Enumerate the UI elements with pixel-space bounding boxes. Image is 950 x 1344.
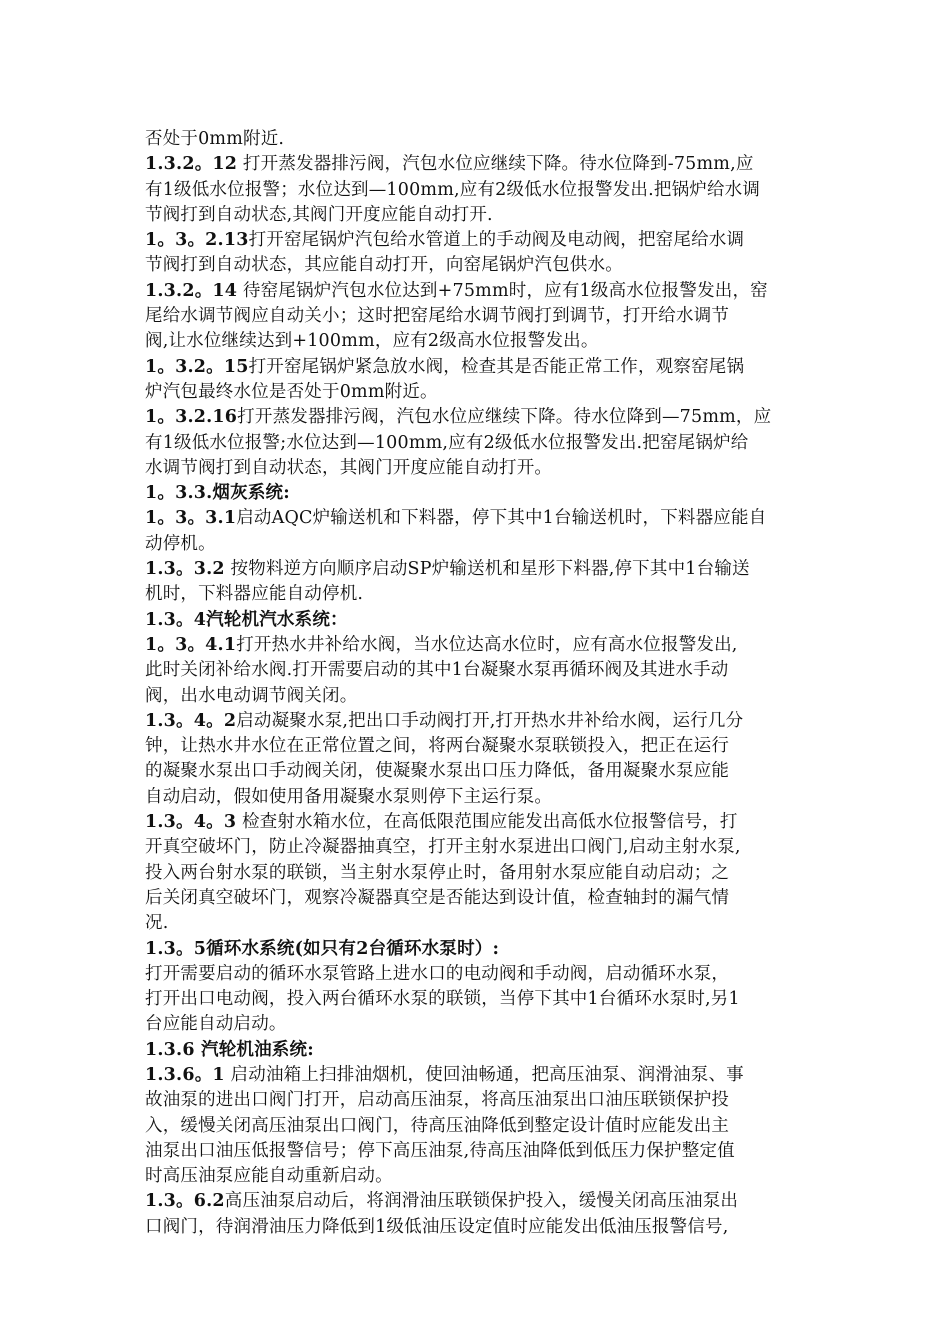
text-line (145, 355, 805, 380)
line-text: 高压油泵启动后，将润滑油压联锁保护投入，缓慢关闭高压油泵出 (224, 1191, 739, 1212)
section-heading (145, 608, 805, 633)
line-text: 投入两台射水泵的联锁，当主射水泵停止时，备用射水泵应能自动启动；之 (145, 862, 730, 883)
line-text: 后关闭真空破坏门，观察冷凝器真空是否能达到设计值，检查轴封的漏气情 (145, 887, 730, 908)
line-text: 水调节阀打到自动状态，其阀门开度应能自动打开。 (145, 457, 553, 478)
line-text: 节阀打到自动状态,其阀门开度应能自动打开. (145, 204, 493, 225)
line-text: 待窑尾锅炉汽包水位达到+75mm时，应有1级高水位报警发出，窑 (237, 280, 768, 301)
line-text: 动停机。 (145, 533, 216, 554)
clause-number: 1.3.6。1 (145, 1064, 225, 1085)
line-text: 此时关闭补给水阀.打开需要启动的其中1台凝聚水泵再循环阀及其进水手动 (145, 660, 729, 681)
text-line (145, 1114, 805, 1139)
clause-number: 1.3。4。2 (145, 710, 237, 731)
text-line (145, 1164, 805, 1189)
text-line (145, 1189, 805, 1214)
line-text: 阀，出水电动调节阀关闭。 (145, 685, 358, 706)
text-line (145, 785, 805, 810)
text-line (145, 861, 805, 886)
text-line (145, 835, 805, 860)
text-line (145, 127, 805, 152)
text-line (145, 431, 805, 456)
line-text: 入，缓慢关闭高压油泵出口阀门，待高压油降低到整定设计值时应能发出主 (145, 1115, 730, 1136)
text-line (145, 1012, 805, 1037)
text-line (145, 633, 805, 658)
clause-number: 1.3。3.2 (145, 559, 225, 580)
text-line (145, 506, 805, 531)
line-text: 节阀打到自动状态，其应能自动打开，向窑尾锅炉汽包供水。 (145, 255, 623, 276)
line-text: 打开蒸发器排污阀，汽包水位应继续下降。待水位降到-75mm,应 (237, 154, 754, 175)
text-line (145, 987, 805, 1012)
text-line (145, 734, 805, 759)
text-line (145, 962, 805, 987)
text-line (145, 380, 805, 405)
line-text: 自动启动，假如使用备用凝聚水泵则停下主运行泵。 (145, 786, 553, 807)
line-text: 炉汽包最终水位是否处于0mm附近。 (145, 381, 438, 402)
clause-number: 1.3。4。3 (145, 812, 237, 833)
line-text: 打开窑尾锅炉紧急放水阀，检查其是否能正常工作，观察窑尾锅 (248, 356, 745, 377)
line-text: 按物料逆方向顺序启动SP炉输送机和星形下料器,停下其中1台输送 (224, 559, 750, 580)
clause-number: 1.3.6 汽轮机油系统: (145, 1039, 314, 1060)
clause-number: 1。3.3.烟灰系统: (145, 483, 290, 504)
line-text: 的凝聚水泵出口手动阀关闭，使凝聚水泵出口压力降低，备用凝聚水泵应能 (145, 761, 730, 782)
line-text: 台应能自动启动。 (145, 1014, 287, 1035)
line-text: 打开窑尾锅炉汽包给水管道上的手动阀及电动阀，把窑尾给水调 (248, 230, 745, 251)
clause-number: 1。3。2.13 (145, 230, 249, 251)
clause-number: 1。3.2。15 (145, 356, 249, 377)
text-line (145, 178, 805, 203)
text-line (145, 684, 805, 709)
clause-number: 1.3.2。14 (145, 280, 238, 301)
text-line (145, 1063, 805, 1088)
line-text: 启动AQC炉输送机和下料器，停下其中1台输送机时，下料器应能自 (236, 508, 767, 529)
line-text: 阀,让水位继续达到+100mm，应有2级高水位报警发出。 (145, 331, 599, 352)
text-line (145, 456, 805, 481)
line-text: 钟，让热水井水位在正常位置之间，将两台凝聚水泵联锁投入，把正在运行 (145, 736, 730, 757)
line-text: 有1级低水位报警；水位达到—100mm,应有2级低水位报警发出.把锅炉给水调 (145, 179, 761, 200)
line-text: 况. (145, 913, 169, 934)
text-line (145, 1139, 805, 1164)
document-page (145, 127, 805, 1240)
line-text: 有1级低水位报警;水位达到—100mm,应有2级低水位报警发出.把窑尾锅炉给 (145, 432, 749, 453)
text-line (145, 557, 805, 582)
clause-number: 1。3.2.16 (145, 407, 238, 428)
clause-number: 1.3。6.2 (145, 1191, 225, 1212)
line-text: 尾给水调节阀应自动关小；这时把窑尾给水调节阀打到调节，打开给水调节 (145, 306, 730, 327)
text-line (145, 582, 805, 607)
text-line (145, 304, 805, 329)
text-line (145, 279, 805, 304)
text-line (145, 886, 805, 911)
text-line (145, 1215, 805, 1240)
clause-number: 1。3。3.1 (145, 508, 237, 529)
section-heading (145, 937, 805, 962)
line-text: 启动凝聚水泵,把出口手动阀打开,打开热水井补给水阀，运行几分 (236, 710, 744, 731)
line-text: 开真空破坏门，防止冷凝器抽真空，打开主射水泵进出口阀门,启动主射水泵, (145, 837, 741, 858)
line-text: 启动油箱上扫排油烟机，使回油畅通，把高压油泵、润滑油泵、事 (224, 1064, 744, 1085)
line-text: 时高压油泵应能自动重新启动。 (145, 1166, 393, 1187)
text-line (145, 759, 805, 784)
text-line (145, 228, 805, 253)
section-heading (145, 481, 805, 506)
line-text: 油泵出口油压低报警信号；停下高压油泵,待高压油降低到低压力保护整定值 (145, 1140, 735, 1161)
text-line (145, 405, 805, 430)
text-line (145, 709, 805, 734)
clause-number: 1.3。4汽轮机汽水系统： (145, 609, 348, 630)
text-line (145, 532, 805, 557)
section-heading (145, 1038, 805, 1063)
text-line (145, 911, 805, 936)
line-text: 检查射水箱水位，在高低限范围应能发出高低水位报警信号，打 (236, 812, 738, 833)
text-line (145, 329, 805, 354)
line-text: 打开需要启动的循环水泵管路上进水口的电动阀和手动阀，启动循环水泵， (145, 963, 730, 984)
line-text: 口阀门，待润滑油压力降低到1级低油压设定值时应能发出低油压报警信号, (145, 1216, 729, 1237)
text-line (145, 810, 805, 835)
line-text: 故油泵的进出口阀门打开，启动高压油泵，将高压油泵出口油压联锁保护投 (145, 1090, 730, 1111)
text-line (145, 658, 805, 683)
clause-number: 1。3。4.1 (145, 634, 237, 655)
line-text: 打开出口电动阀，投入两台循环水泵的联锁，当停下其中1台循环水泵时,另1 (145, 989, 740, 1010)
text-line (145, 253, 805, 278)
text-line (145, 152, 805, 177)
text-line (145, 1088, 805, 1113)
clause-number: 1.3.2。12 (145, 154, 238, 175)
line-text: 机时，下料器应能自动停机. (145, 584, 364, 605)
line-text: 否处于0mm附近. (145, 129, 285, 149)
clause-number: 1.3。5循环水系统(如只有2台循环水泵时）: (145, 938, 500, 959)
line-text: 打开蒸发器排污阀，汽包水位应继续下降。待水位降到—75mm，应 (237, 407, 772, 428)
text-line (145, 203, 805, 228)
line-text: 打开热水井补给水阀，当水位达高水位时，应有高水位报警发出, (236, 634, 738, 655)
